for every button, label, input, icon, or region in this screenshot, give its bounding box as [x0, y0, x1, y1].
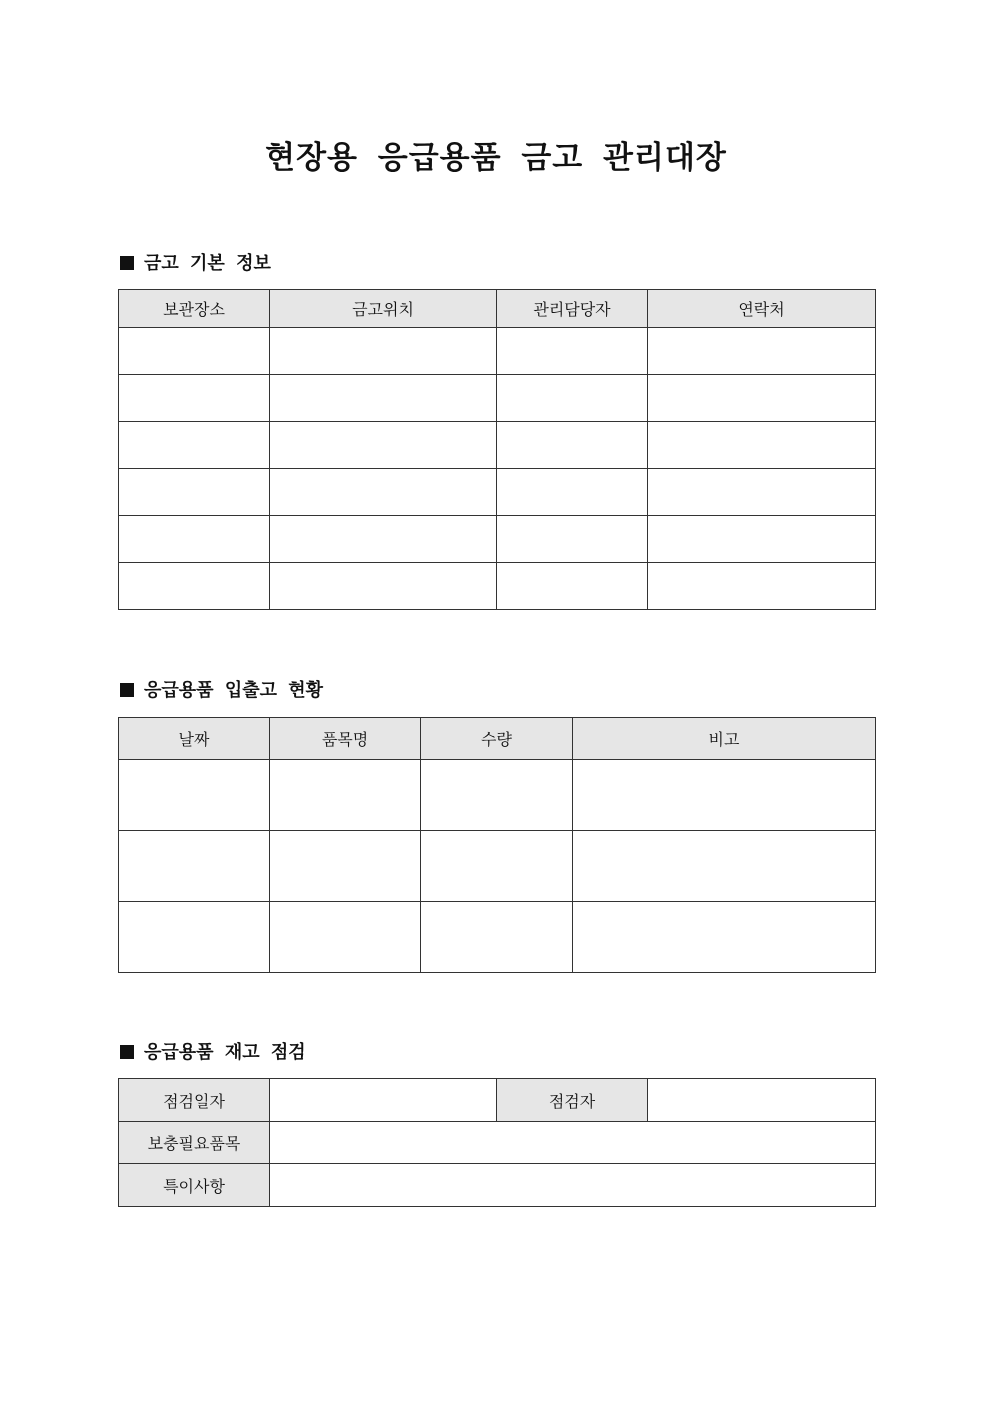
table-cell[interactable]: [421, 760, 573, 831]
notes-field[interactable]: [270, 1164, 876, 1207]
column-header: 품목명: [270, 718, 421, 760]
table-cell[interactable]: [119, 422, 270, 469]
table-cell[interactable]: [648, 563, 876, 610]
section-heading-inout-status: [120, 679, 323, 703]
column-header: 수량: [421, 718, 573, 760]
square-bullet-icon: [120, 683, 134, 697]
section-heading-inventory-check: [120, 1041, 306, 1065]
table-cell[interactable]: [648, 422, 876, 469]
table-cell[interactable]: [497, 375, 648, 422]
table-cell[interactable]: [421, 831, 573, 902]
table-row: [119, 563, 876, 610]
table-row: [119, 469, 876, 516]
table-row: [119, 328, 876, 375]
table-header-row: [119, 290, 876, 328]
table-cell[interactable]: [497, 422, 648, 469]
table-cell[interactable]: [497, 469, 648, 516]
table-cell[interactable]: [573, 902, 876, 973]
column-header: 금고위치: [270, 290, 497, 328]
items-to-replenish-label: 보충필요품목: [119, 1122, 270, 1164]
table-cell[interactable]: [119, 831, 270, 902]
table-cell[interactable]: [270, 831, 421, 902]
square-bullet-icon: [120, 1045, 134, 1059]
inout-status-table: [118, 717, 876, 973]
column-header: 보관장소: [119, 290, 270, 328]
table-row: [119, 760, 876, 831]
items-to-replenish-field[interactable]: [270, 1122, 876, 1164]
section-heading-label: 응급용품 재고 점검: [144, 1042, 306, 1063]
inspection-date-field[interactable]: [270, 1079, 497, 1122]
column-header: 관리담당자: [497, 290, 648, 328]
safe-info-table: [118, 289, 876, 610]
table-row: [119, 375, 876, 422]
table-cell[interactable]: [573, 760, 876, 831]
table-row: [119, 516, 876, 563]
table-header-row: [119, 718, 876, 760]
table-cell[interactable]: [119, 328, 270, 375]
table-row: [119, 1079, 876, 1122]
inspector-field[interactable]: [648, 1079, 876, 1122]
inspection-date-label: 점검일자: [119, 1079, 270, 1122]
section-heading-safe-info: [120, 252, 271, 276]
column-header: 연락처: [648, 290, 876, 328]
table-cell[interactable]: [648, 469, 876, 516]
column-header: 비고: [573, 718, 876, 760]
table-cell[interactable]: [421, 902, 573, 973]
table-cell[interactable]: [119, 469, 270, 516]
table-cell[interactable]: [270, 760, 421, 831]
table-cell[interactable]: [497, 328, 648, 375]
section-heading-label: 응급용품 입출고 현황: [144, 680, 324, 701]
table-row: [119, 902, 876, 973]
table-cell[interactable]: [270, 375, 497, 422]
notes-label: 특이사항: [119, 1164, 270, 1207]
table-cell[interactable]: [270, 469, 497, 516]
table-row: [119, 831, 876, 902]
column-header: 날짜: [119, 718, 270, 760]
table-cell[interactable]: [648, 328, 876, 375]
table-cell[interactable]: [119, 516, 270, 563]
table-cell[interactable]: [573, 831, 876, 902]
table-row: [119, 1164, 876, 1207]
table-cell[interactable]: [648, 375, 876, 422]
table-cell[interactable]: [270, 902, 421, 973]
table-cell[interactable]: [497, 563, 648, 610]
page-title: 현장용 응급용품 금고 관리대장: [265, 140, 727, 176]
table-cell[interactable]: [497, 516, 648, 563]
table-cell[interactable]: [270, 328, 497, 375]
table-cell[interactable]: [119, 902, 270, 973]
table-row: [119, 422, 876, 469]
table-cell[interactable]: [119, 563, 270, 610]
square-bullet-icon: [120, 256, 134, 270]
inventory-check-table: [118, 1078, 876, 1207]
table-cell[interactable]: [270, 422, 497, 469]
table-cell[interactable]: [648, 516, 876, 563]
table-row: [119, 1122, 876, 1164]
table-cell[interactable]: [270, 563, 497, 610]
table-cell[interactable]: [119, 375, 270, 422]
inspector-label: 점검자: [497, 1079, 648, 1122]
section-heading-label: 금고 기본 정보: [144, 253, 271, 274]
table-cell[interactable]: [119, 760, 270, 831]
table-cell[interactable]: [270, 516, 497, 563]
